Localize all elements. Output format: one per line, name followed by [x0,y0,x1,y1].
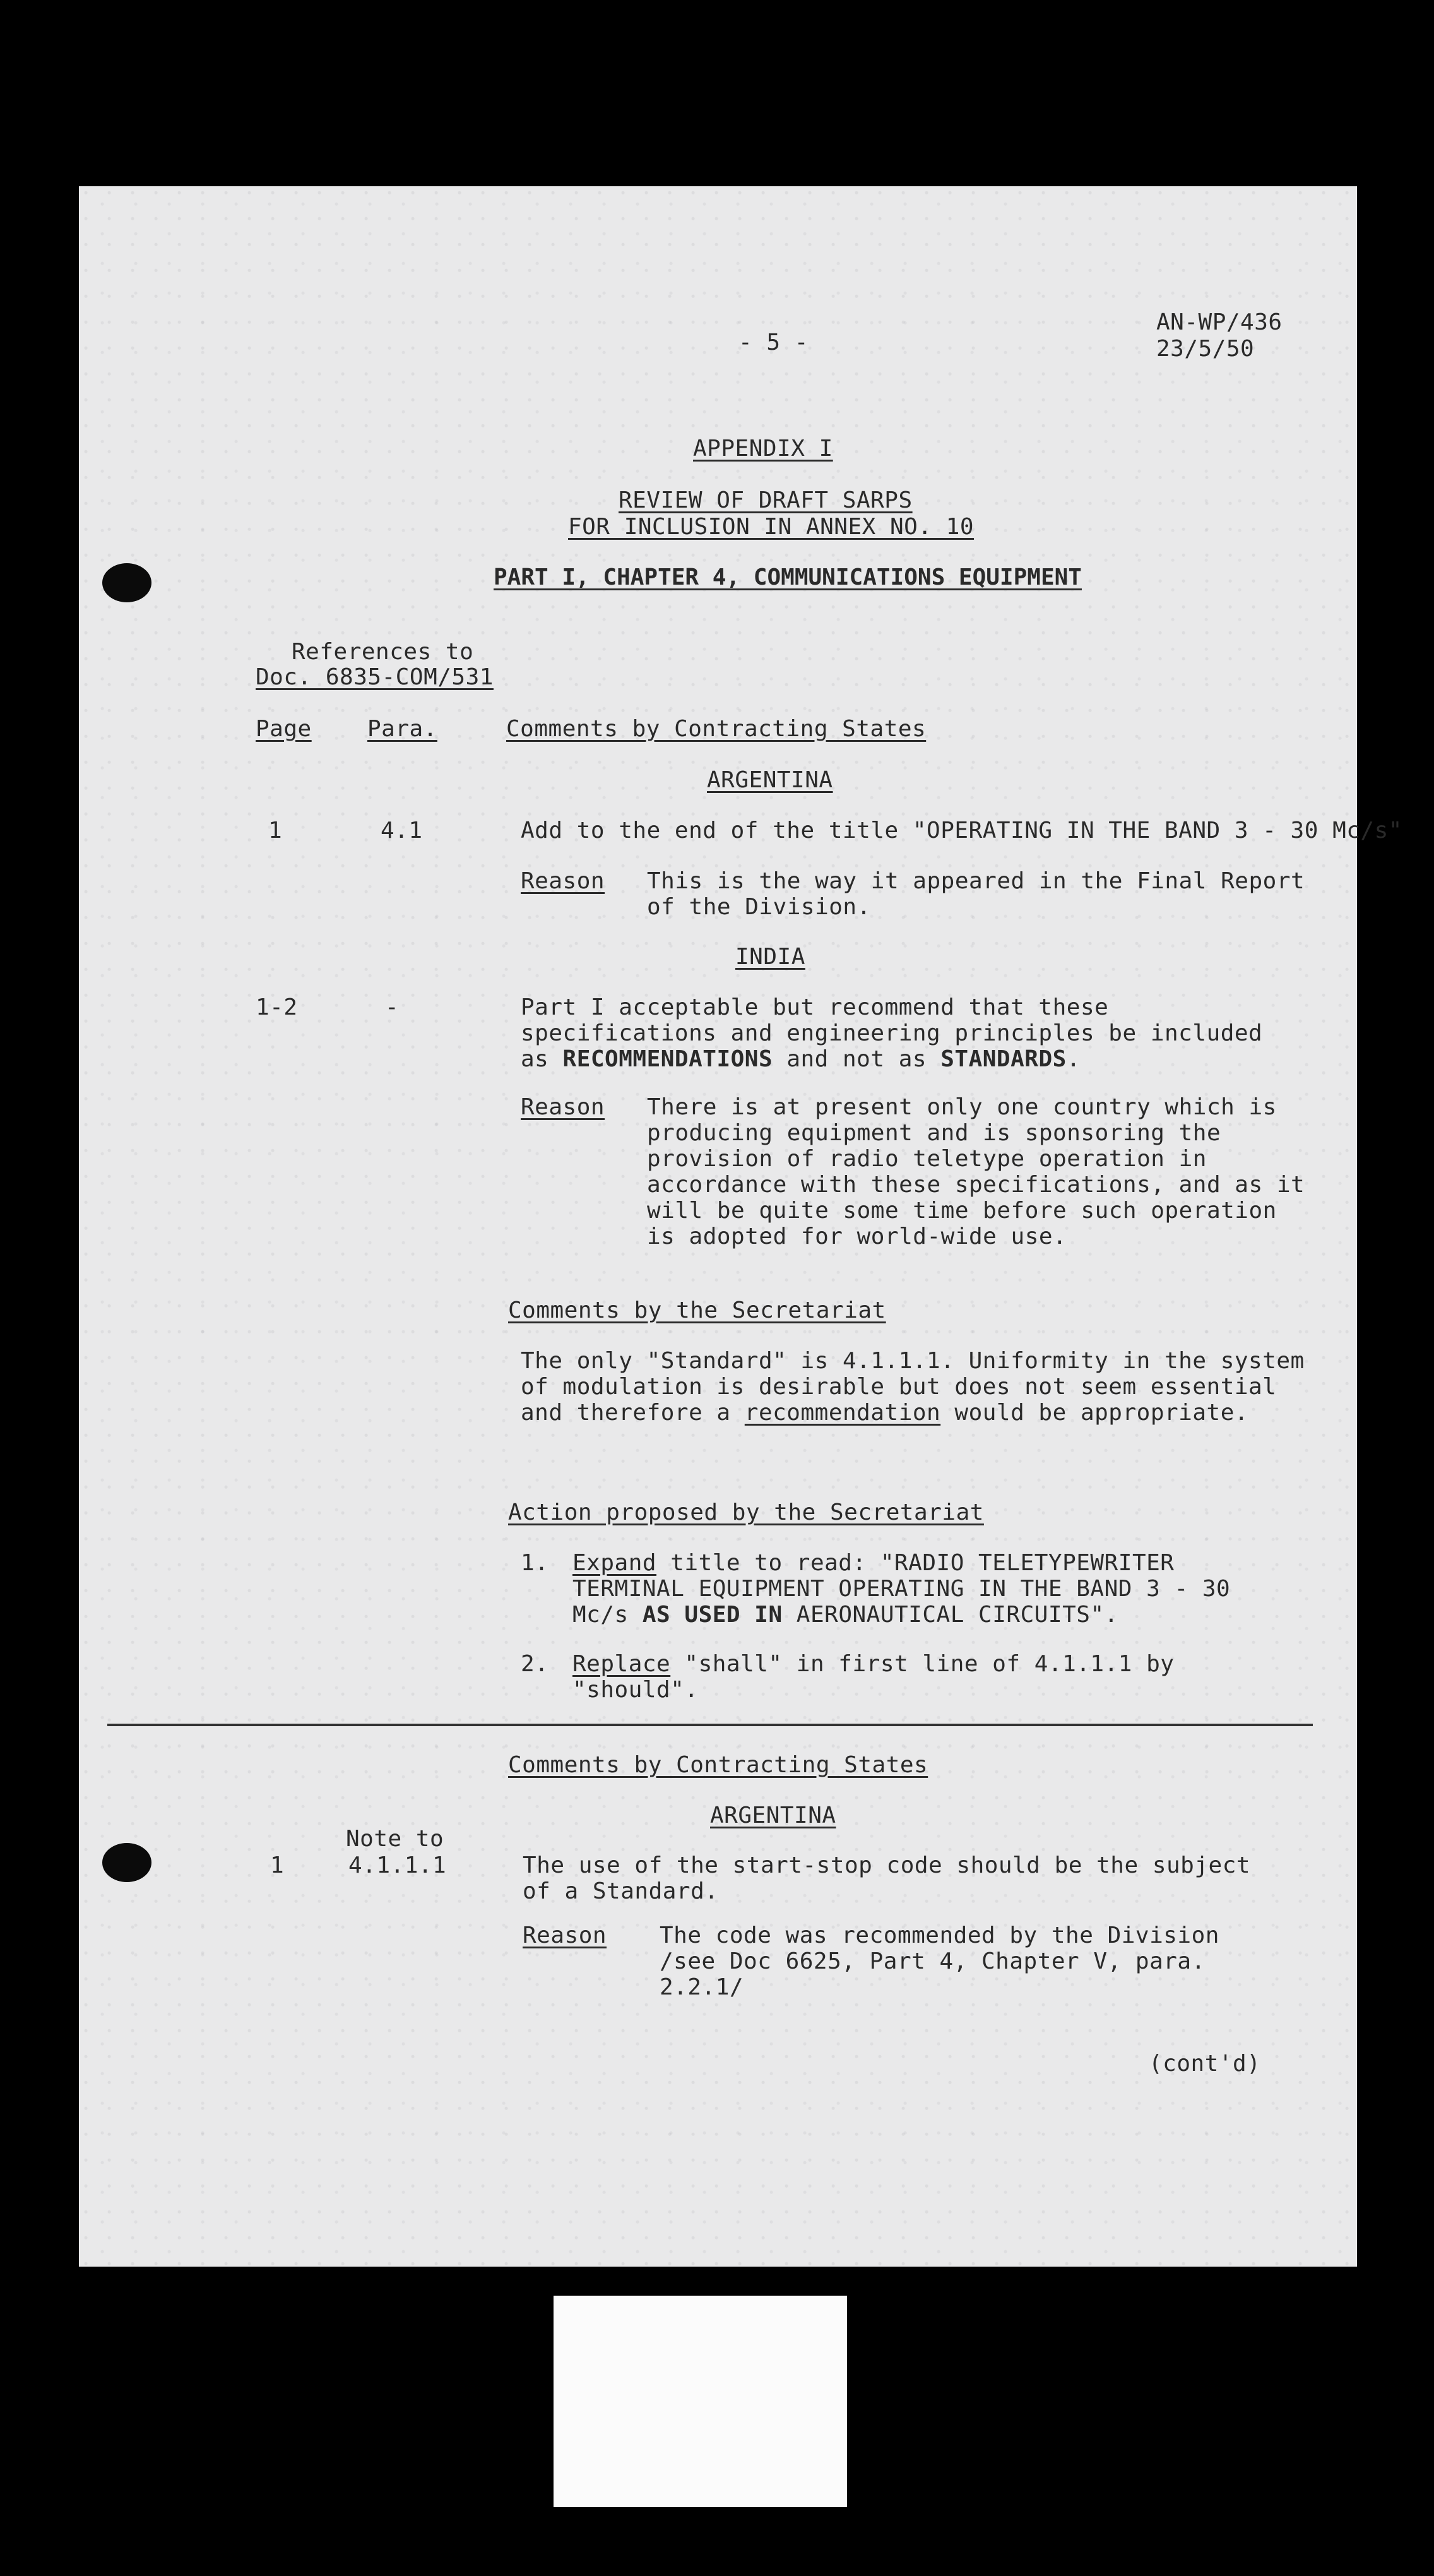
section2-heading: Comments by Contracting States [508,1752,928,1778]
continued-marker: (cont'd) [1149,2051,1261,2077]
references-doc: Doc. 6835-COM/531 [256,664,494,690]
appendix-title: APPENDIX I [693,436,833,462]
page-number: - 5 - [738,330,809,355]
document-reference: AN-WP/436 [1156,309,1283,335]
india-reason-label: Reason [521,1094,605,1120]
india-reason-text: There is at present only one country which is producing equipment and is sponsoring the provision of radio teletype operation in accordance with these specifications, and as it will be quite some time before such operation is adopted for world-wide use. [647,1094,1305,1249]
blank-card [554,2296,847,2507]
india-page: 1-2 [256,994,298,1020]
action-item-1-number: 1. [521,1550,549,1576]
india-heading: INDIA [735,944,805,970]
action-item-2-number: 2. [521,1651,549,1677]
section2-argentina-heading: ARGENTINA [710,1803,836,1828]
column-para: Para. [367,716,437,742]
argentina-reason-label: Reason [521,868,605,894]
india-comment: Part I acceptable but recommend that these specifications and engineering principles be included as RECOMMENDATIONS and not as STANDARDS. [521,994,1263,1072]
column-comments: Comments by Contracting States [506,716,927,742]
argentina-heading: ARGENTINA [707,767,833,793]
section-divider [107,1724,1313,1726]
punch-hole [102,1843,151,1882]
section2-reason-label: Reason [523,1923,607,1948]
review-title-line1: REVIEW OF DRAFT SARPS [619,487,913,513]
references-label: References to [292,639,474,665]
argentina-para: 4.1 [381,818,423,844]
section2-comment: The use of the start-stop code should be the subject of a Standard. [523,1852,1251,1904]
section2-para-line1: Note to [346,1826,444,1852]
section2-reason-text: The code was recommended by the Division /see Doc 6625, Part 4, Chapter V, para. 2.2.1/ [660,1923,1219,2000]
secretariat-comments-text: The only "Standard" is 4.1.1.1. Uniformity in the system of modulation is desirable but does not seem essential and therefore a recommendation would be appropriate. [521,1348,1305,1426]
punch-hole [102,563,151,602]
action-item-1-text: Expand title to read: "RADIO TELETYPEWRITER TERMINAL EQUIPMENT OPERATING IN THE BAND 3 - 30 Mc/s AS USED IN AERONAUTICAL CIRCUITS". [572,1550,1231,1628]
review-title-line2: FOR INCLUSION IN ANNEX NO. 10 [568,514,975,540]
secretariat-action-heading: Action proposed by the Secretariat [508,1500,984,1525]
argentina-page: 1 [268,818,283,844]
india-para: - [385,994,400,1020]
column-page: Page [256,716,312,742]
section2-page: 1 [270,1852,285,1878]
action-item-2-text: Replace "shall" in first line of 4.1.1.1 by "should". [572,1651,1175,1703]
argentina-comment: Add to the end of the title "OPERATING IN THE BAND 3 - 30 Mc/s" [521,818,1402,844]
argentina-reason-text: This is the way it appeared in the Final Report of the Division. [647,868,1305,920]
secretariat-comments-heading: Comments by the Secretariat [508,1297,886,1323]
document-date: 23/5/50 [1156,336,1255,362]
section2-para-line2: 4.1.1.1 [348,1852,447,1878]
part-title: PART I, CHAPTER 4, COMMUNICATIONS EQUIPMENT [494,564,1082,590]
